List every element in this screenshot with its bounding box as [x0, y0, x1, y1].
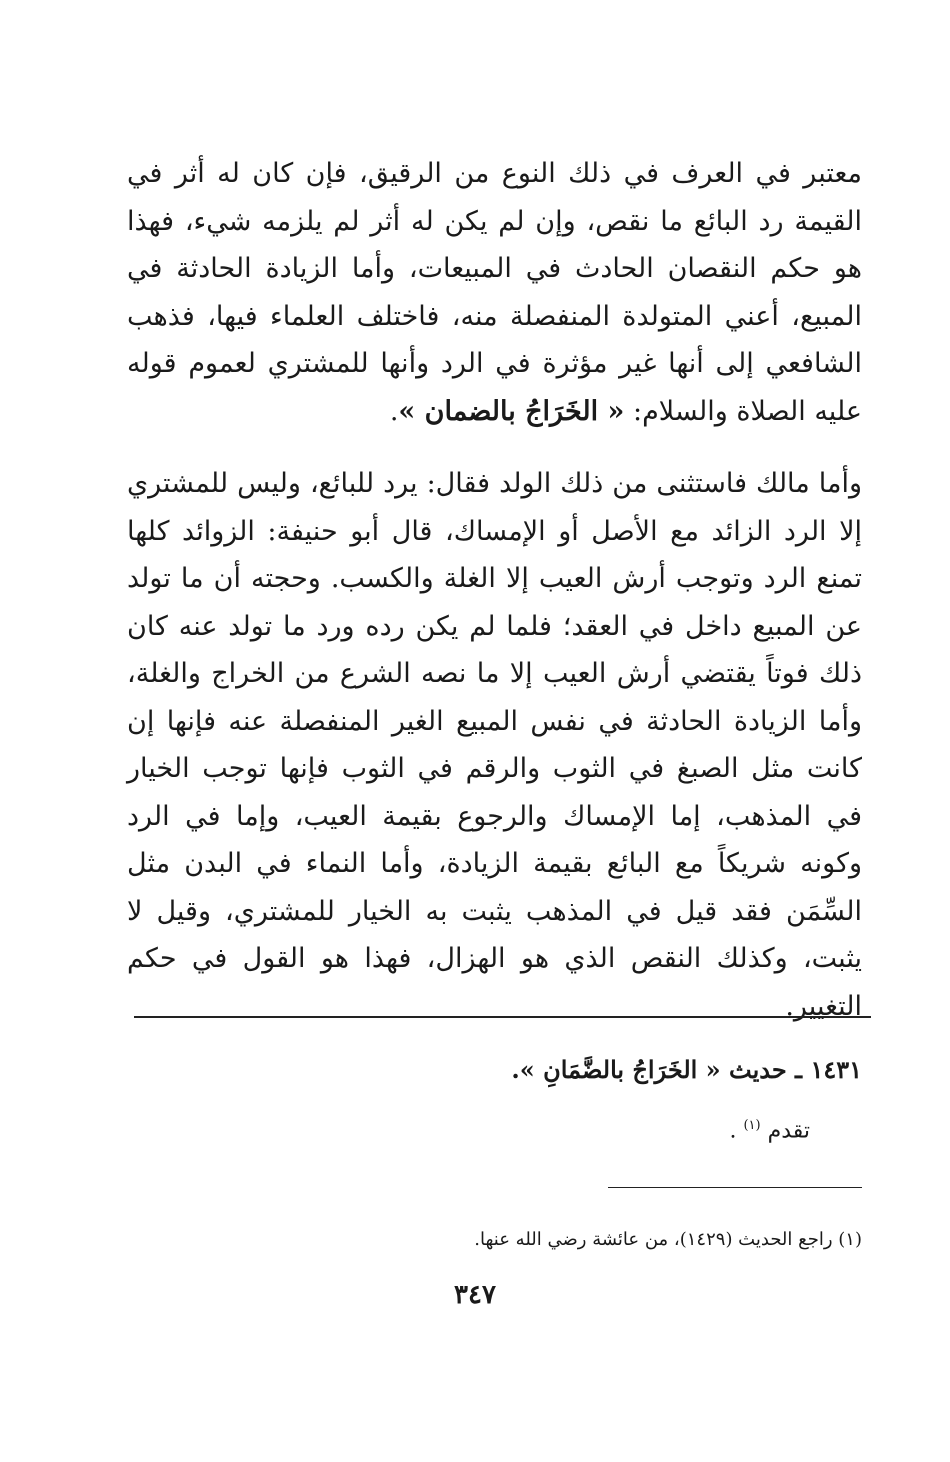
- page-number: ٣٤٧: [454, 1280, 496, 1310]
- taqaddam-end: .: [729, 1118, 744, 1144]
- footnote-divider: [608, 1187, 862, 1188]
- taqaddam-line: [729, 1118, 810, 1143]
- paragraph-1-end: .: [389, 395, 399, 427]
- hadith-quote: « الخَرَاجُ بالضمان »: [398, 395, 625, 427]
- paragraph-2: وأما مالك فاستثنى من ذلك الولد فقال: يرد للبائع، وليس للمشتري إلا الرد الزائد مع الأصل أو الإمساك، قال أبو حنيفة: الزوائد كلها تمنع الرد وتوجب أرش العيب إلا الغلة والكسب. وحجته أن ما تولد عن المبيع داخل في العقد؛ فلما لم يكن رده ورد ما تولد عنه كان ذلك فوتاً يقتضي أرش العيب إلا ما نصه الشرع من الخراج والغلة، وأما الزيادة الحادثة في نفس المبيع الغير المنفصلة عنه فإنها إن كانت مثل الصبغ في الثوب والرقم في الثوب فإنها توجب الخيار في المذهب، إما الإمساك والرجوع بقيمة العيب، وإما في الرد وكونه شريكاً مع البائع بقيمة الزيادة، وأما النماء في البدن مثل السِّمَن فقد قيل في المذهب يثبت به الخيار للمشتري، وقيل لا يثبت، وكذلك النقص الذي هو الهزال، فهذا هو القول في حكم التغيير.: [127, 468, 862, 1022]
- paragraph-1-text: معتبر في العرف في ذلك النوع من الرقيق، فإن كان له أثر في القيمة رد البائع ما نقص، وإن لم يكن له أثر لم يلزمه شيء، فهذا هو حكم النقصان الحادث في المبيعات، وأما الزيادة الحادثة في المبيع، أعني المتولدة المنفصلة منه، فاختلف العلماء فيها، فذهب الشافعي إلى أنها غير مؤثرة في الرد وأنها للمشتري لعموم قوله عليه الصلاة والسلام:: [127, 158, 862, 427]
- footnote: (١) راجع الحديث (١٤٢٩)، من عائشة رضي الله عنها.: [474, 1229, 862, 1250]
- taqaddam-text: تقدم: [767, 1118, 810, 1144]
- hadith-heading: ١٤٣١ ـ حديث « الخَرَاجُ بالضَّمَانِ ».: [511, 1055, 862, 1084]
- section-divider: [134, 1016, 871, 1018]
- paragraph-1: [127, 150, 862, 435]
- footnote-ref: (١): [743, 1118, 761, 1133]
